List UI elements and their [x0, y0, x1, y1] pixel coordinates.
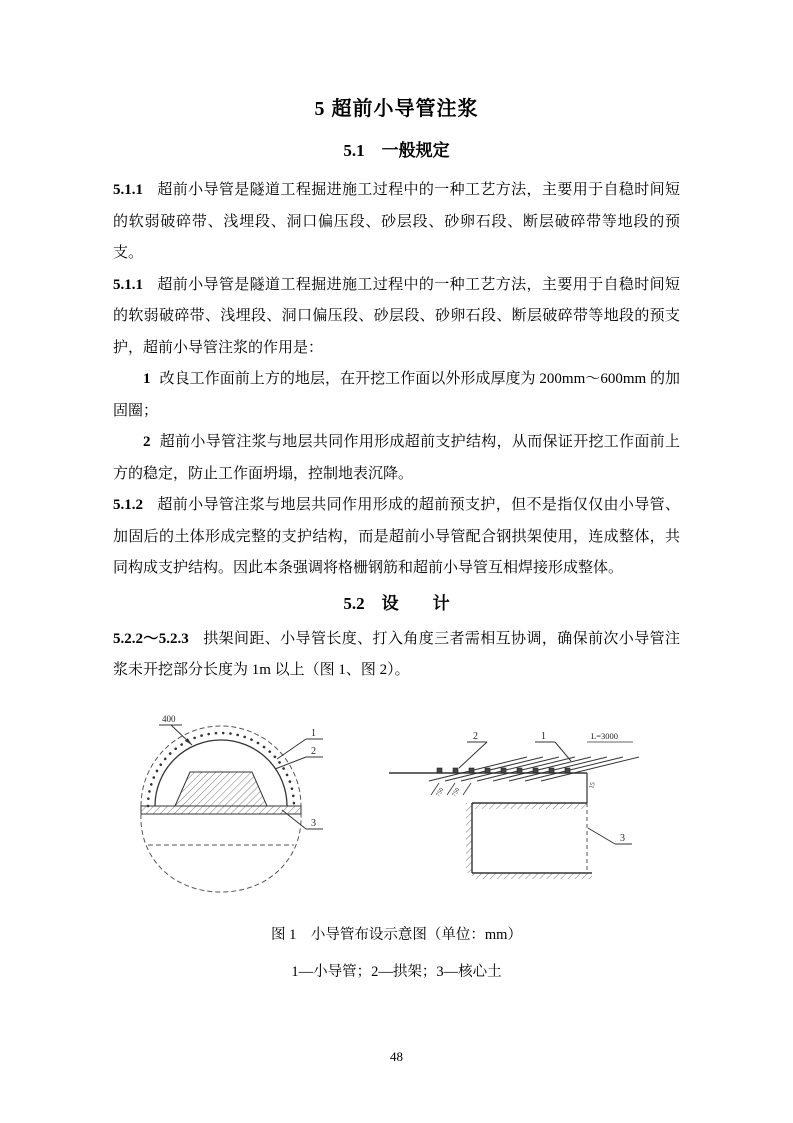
list-item-2 — [113, 427, 680, 490]
spacing-dim-b: 750 — [451, 786, 462, 798]
left-label-1: 1 — [311, 727, 316, 739]
list-item-1 — [113, 364, 680, 427]
right-label-2: 2 — [473, 730, 478, 742]
pipe-length-dim — [587, 731, 633, 742]
leader-2 — [275, 746, 323, 769]
figure-right-wrap — [377, 723, 677, 903]
item-text: 改良工作面前上方的地层，在开挖工作面以外形成厚度为 200mm～600mm 的加固圈； — [113, 371, 680, 419]
clause-text: 超前小导管是隧道工程掘进施工过程中的一种工艺方法，主要用于自稳时间短的软弱破碎带、浅埋段、洞口偏压段、砂层段、砂卵石段、断层破碎带等地段的预支。 — [113, 182, 680, 261]
right-label-1: 1 — [541, 730, 546, 742]
dim-400-text: 400 — [162, 713, 176, 724]
leader-1 — [277, 728, 323, 759]
pipe-length-text: L=3000 — [591, 730, 618, 741]
left-label-3: 3 — [311, 817, 316, 829]
leader-2 — [459, 731, 487, 768]
figure-legend: 1—小导管；2—拱架；3—核心土 — [291, 963, 502, 980]
figure-caption: 图 1 小导管布设示意图（单位：mm） — [271, 926, 522, 943]
clause-text: 拱架间距、小导管长度、打入角度三者需相互协调，确保前次小导管注浆未开挖部分长度为 1m 以上（图 1、图 2）。 — [113, 630, 680, 678]
section-heading-5-2: 5.2 设 计 — [343, 593, 450, 613]
item-text: 超前小导管注浆与地层共同作用形成超前支护结构，从而保证开挖工作面前上方的稳定，防止工作面坍塌，控制地表沉降。 — [113, 434, 680, 482]
clause-paragraph-512 — [113, 490, 680, 585]
item-number: 2 — [143, 434, 151, 450]
clause-paragraph-522 — [113, 624, 680, 687]
clause-number: 5.2.2～5.2.3 — [113, 630, 189, 647]
figure-right-longitudinal-section — [377, 723, 677, 898]
clause-number: 5.1.2 — [113, 497, 143, 513]
lower-profile-dashed — [141, 814, 301, 892]
dimension-400 — [159, 714, 192, 745]
bench-step-profile — [466, 803, 592, 879]
bench-hatched-strip — [141, 806, 301, 814]
clause-text: 超前小导管注浆与地层共同作用形成的超前预支护，但不是指仅仅由小导管、加固后的土体形成完整的支护结构，而是超前小导管配合钢拱架使用，连成整体，共同构成支护结构。因此本条强调将格栅钢筋和超前小导管互相焊接形成整体。 — [113, 497, 680, 576]
figure-1 — [113, 709, 680, 909]
clause-number: 5.1.1 — [113, 182, 143, 198]
clause-paragraph-511b — [113, 270, 680, 365]
clause-paragraph-511a — [113, 175, 680, 270]
slope-dim-text: 15 — [588, 780, 597, 790]
clause-number: 5.1.1 — [113, 276, 143, 293]
clause-text: 超前小导管是隧道工程掘进施工过程中的一种工艺方法，主要用于自稳时间短的软弱破碎带、浅埋段、洞口偏压段、砂层段、砂卵石段、断层破碎带等地段的预支护，超前小导管注浆的作用是： — [113, 276, 680, 356]
leader-3 — [588, 828, 632, 844]
item-number: 1 — [143, 371, 151, 387]
arch-frame-squares — [437, 768, 570, 773]
document-title: 5 超前小导管注浆 — [314, 98, 479, 120]
leader-1 — [535, 731, 571, 761]
core-soil-trapezoid — [175, 772, 267, 806]
page-number: 48 — [390, 1049, 403, 1064]
section-heading-5-1: 5.1 一般规定 — [343, 141, 450, 160]
figure-left-tunnel-cross-section — [116, 709, 331, 909]
left-label-2: 2 — [311, 745, 316, 757]
spacing-dim-a: 750 — [435, 786, 446, 798]
right-label-3: 3 — [620, 832, 625, 844]
